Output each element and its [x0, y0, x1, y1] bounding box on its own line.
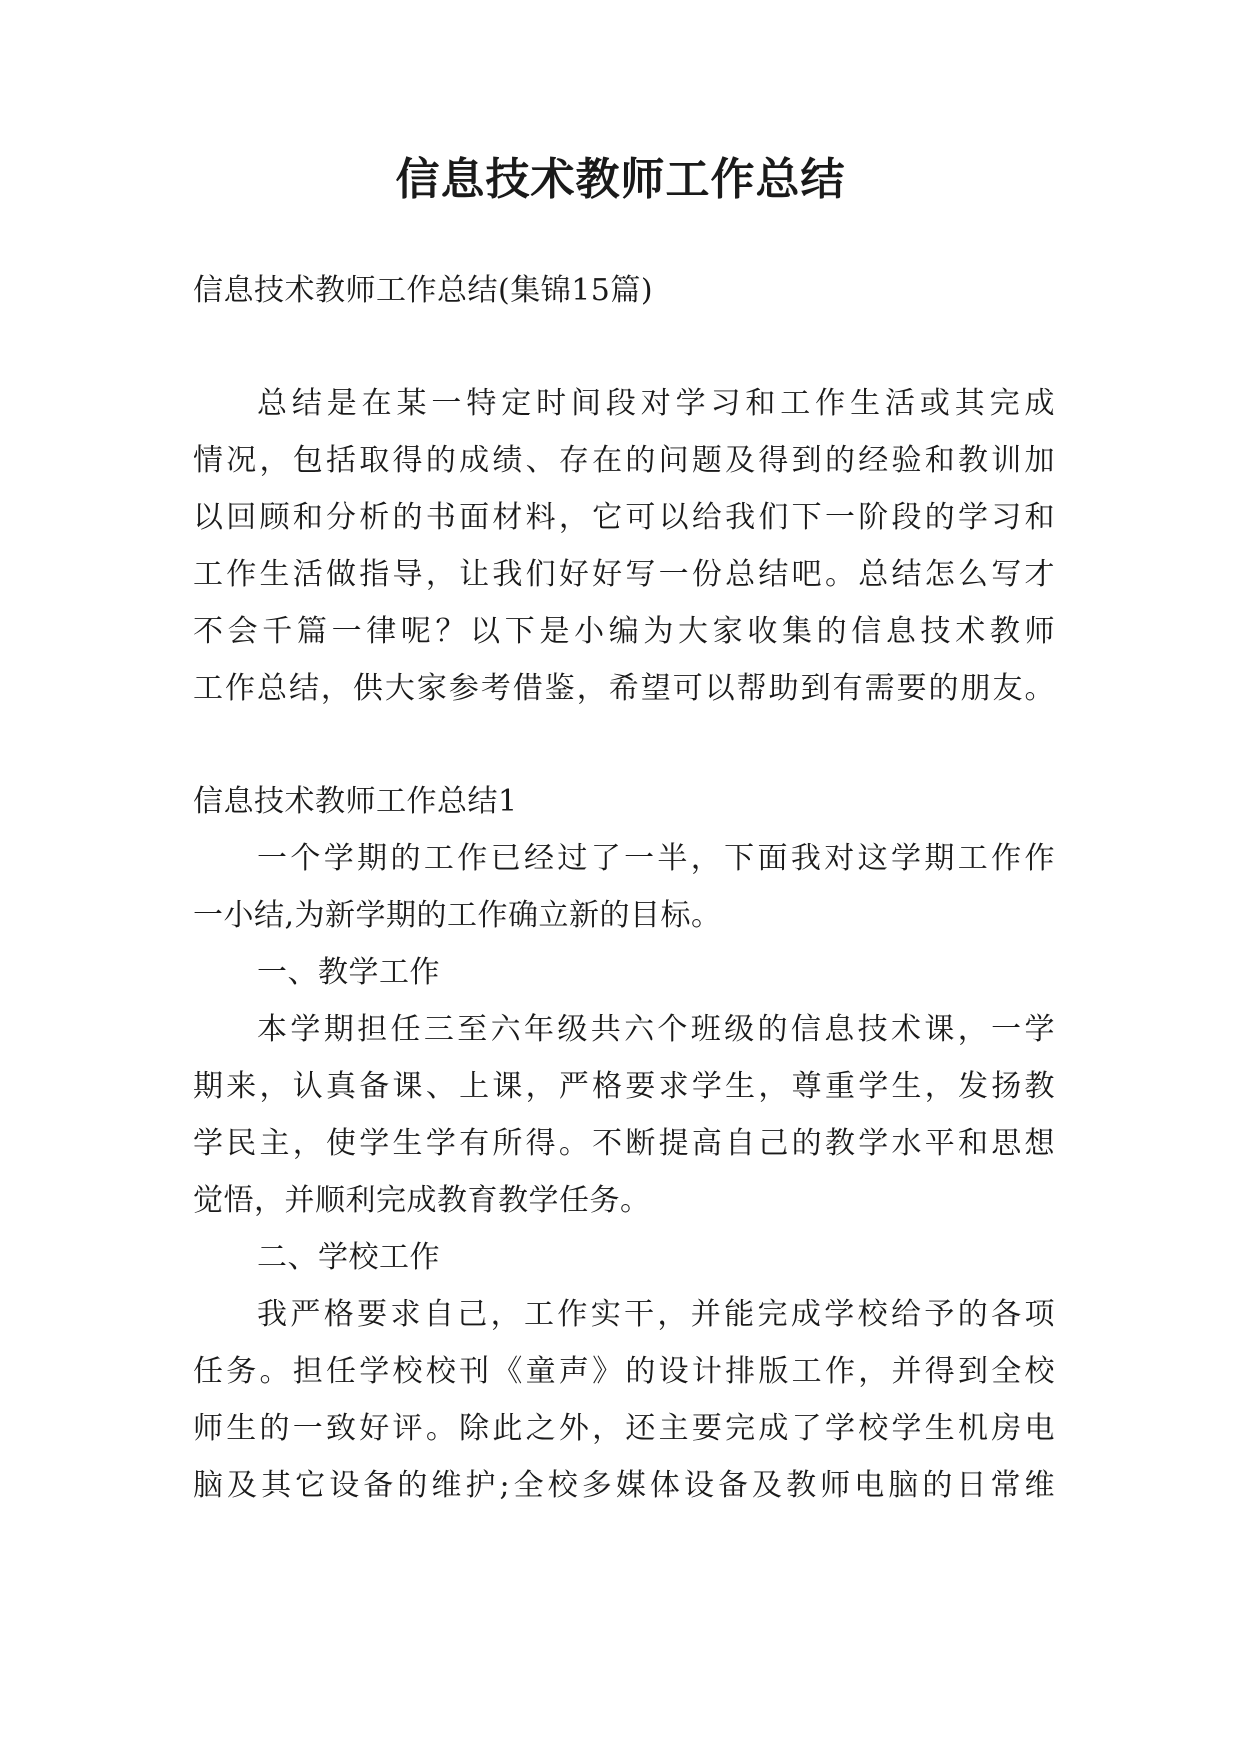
intro-line: 总结是在某一特定时间段对学习和工作生活或其完成: [257, 386, 1055, 421]
subsection-heading: 二、学校工作: [257, 1240, 440, 1275]
subsection-heading: 一、教学工作: [257, 955, 440, 990]
intro-line: 工作总结，供大家参考借鉴，希望可以帮助到有需要的朋友。: [193, 671, 1055, 706]
section-heading: 信息技术教师工作总结1: [193, 784, 518, 819]
paragraph-line: 脑及其它设备的维护;全校多媒体设备及教师电脑的日常维: [193, 1468, 1055, 1503]
paragraph-line: 我严格要求自己，工作实干，并能完成学校给予的各项: [257, 1297, 1055, 1332]
document-title: 信息技术教师工作总结: [395, 154, 846, 205]
intro-line: 以回顾和分析的书面材料，它可以给我们下一阶段的学习和: [193, 500, 1055, 535]
paragraph-line: 期来，认真备课、上课，严格要求学生，尊重学生，发扬教: [193, 1069, 1055, 1104]
document-body: [193, 262, 1055, 1514]
intro-line: 工作生活做指导，让我们好好写一份总结吧。总结怎么写才: [193, 557, 1055, 592]
paragraph-line: 觉悟，并顺利完成教育教学任务。: [193, 1183, 651, 1218]
paragraph-line: 一小结,为新学期的工作确立新的目标。: [193, 898, 722, 933]
paragraph-line: 师生的一致好评。除此之外，还主要完成了学校学生机房电: [193, 1411, 1055, 1446]
paragraph-line: 本学期担任三至六年级共六个班级的信息技术课，一学: [257, 1012, 1055, 1047]
paragraph-line: 学民主，使学生学有所得。不断提高自己的教学水平和思想: [193, 1126, 1055, 1161]
document-subtitle: 信息技术教师工作总结(集锦15篇): [193, 273, 654, 308]
spacer: [193, 319, 1055, 375]
intro-line: 情况，包括取得的成绩、存在的问题及得到的经验和教训加: [193, 443, 1055, 478]
paragraph-line: 一个学期的工作已经过了一半，下面我对这学期工作作: [257, 841, 1055, 876]
spacer: [193, 717, 1055, 773]
paragraph-line: 任务。担任学校校刊《童声》的设计排版工作，并得到全校: [193, 1354, 1055, 1389]
intro-line: 不会千篇一律呢？以下是小编为大家收集的信息技术教师: [193, 614, 1055, 649]
